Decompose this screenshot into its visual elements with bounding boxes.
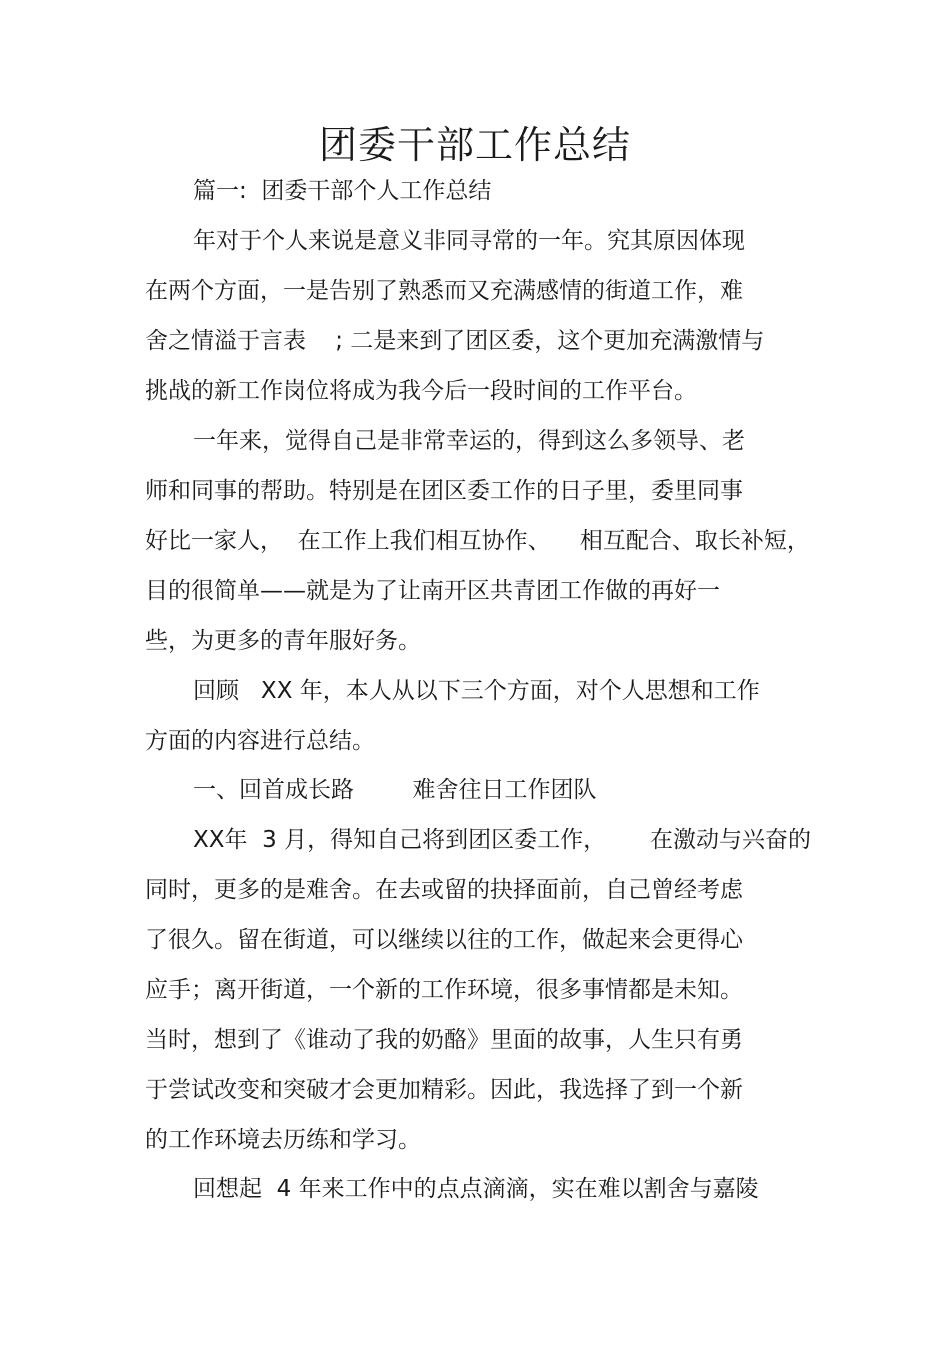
- paragraph-line: 回顾 XX 年，本人从以下三个方面，对个人思想和工作: [193, 678, 760, 704]
- paragraph-line: 目的很简单——就是为了让南开区共青团工作做的再好一: [145, 578, 720, 604]
- paragraph-line: 同时，更多的是难舍。在去或留的抉择面前，自己曾经考虑: [145, 877, 743, 903]
- paragraph-line: 好比一家人， 在工作上我们相互协作、 相互配合、取长补短，: [145, 528, 810, 554]
- paragraph-line: 年对于个人来说是意义非同寻常的一年。究其原因体现: [193, 228, 745, 254]
- document-title: 团委干部工作总结: [318, 123, 631, 167]
- subsection-heading: 一、回首成长路 难舍往日工作团队: [193, 777, 597, 803]
- paragraph-line: 的工作环境去历练和学习。: [145, 1127, 421, 1153]
- paragraph-line: 一年来，觉得自己是非常幸运的，得到这么多领导、老: [193, 428, 745, 454]
- section-heading: 篇一: 团委干部个人工作总结: [193, 178, 492, 204]
- paragraph-line: 些，为更多的青年服好务。: [145, 628, 421, 654]
- paragraph-line: 挑战的新工作岗位将成为我今后一段时间的工作平台。: [145, 378, 697, 404]
- paragraph-line: 应手；离开街道，一个新的工作环境，很多事情都是未知。: [145, 977, 743, 1003]
- paragraph-line: 回想起 4 年来工作中的点点滴滴，实在难以割舍与嘉陵: [193, 1176, 759, 1202]
- paragraph-line: 当时，想到了《谁动了我的奶酪》里面的故事，人生只有勇: [145, 1027, 743, 1053]
- paragraph-line: 了很久。留在街道，可以继续以往的工作，做起来会更得心: [145, 927, 743, 953]
- paragraph-line: 方面的内容进行总结。: [145, 728, 375, 754]
- paragraph-line: 舍之情溢于言表 ; 二是来到了团区委，这个更加充满激情与: [145, 328, 765, 354]
- paragraph-line: 师和同事的帮助。特别是在团区委工作的日子里，委里同事: [145, 478, 743, 504]
- paragraph-line: 于尝试改变和突破才会更加精彩。因此，我选择了到一个新: [145, 1077, 743, 1103]
- paragraph-line: 在两个方面，一是告别了熟悉而又充满感情的街道工作，难: [145, 278, 743, 304]
- paragraph-line: XX年 3 月，得知自己将到团区委工作， 在激动与兴奋的: [193, 827, 811, 853]
